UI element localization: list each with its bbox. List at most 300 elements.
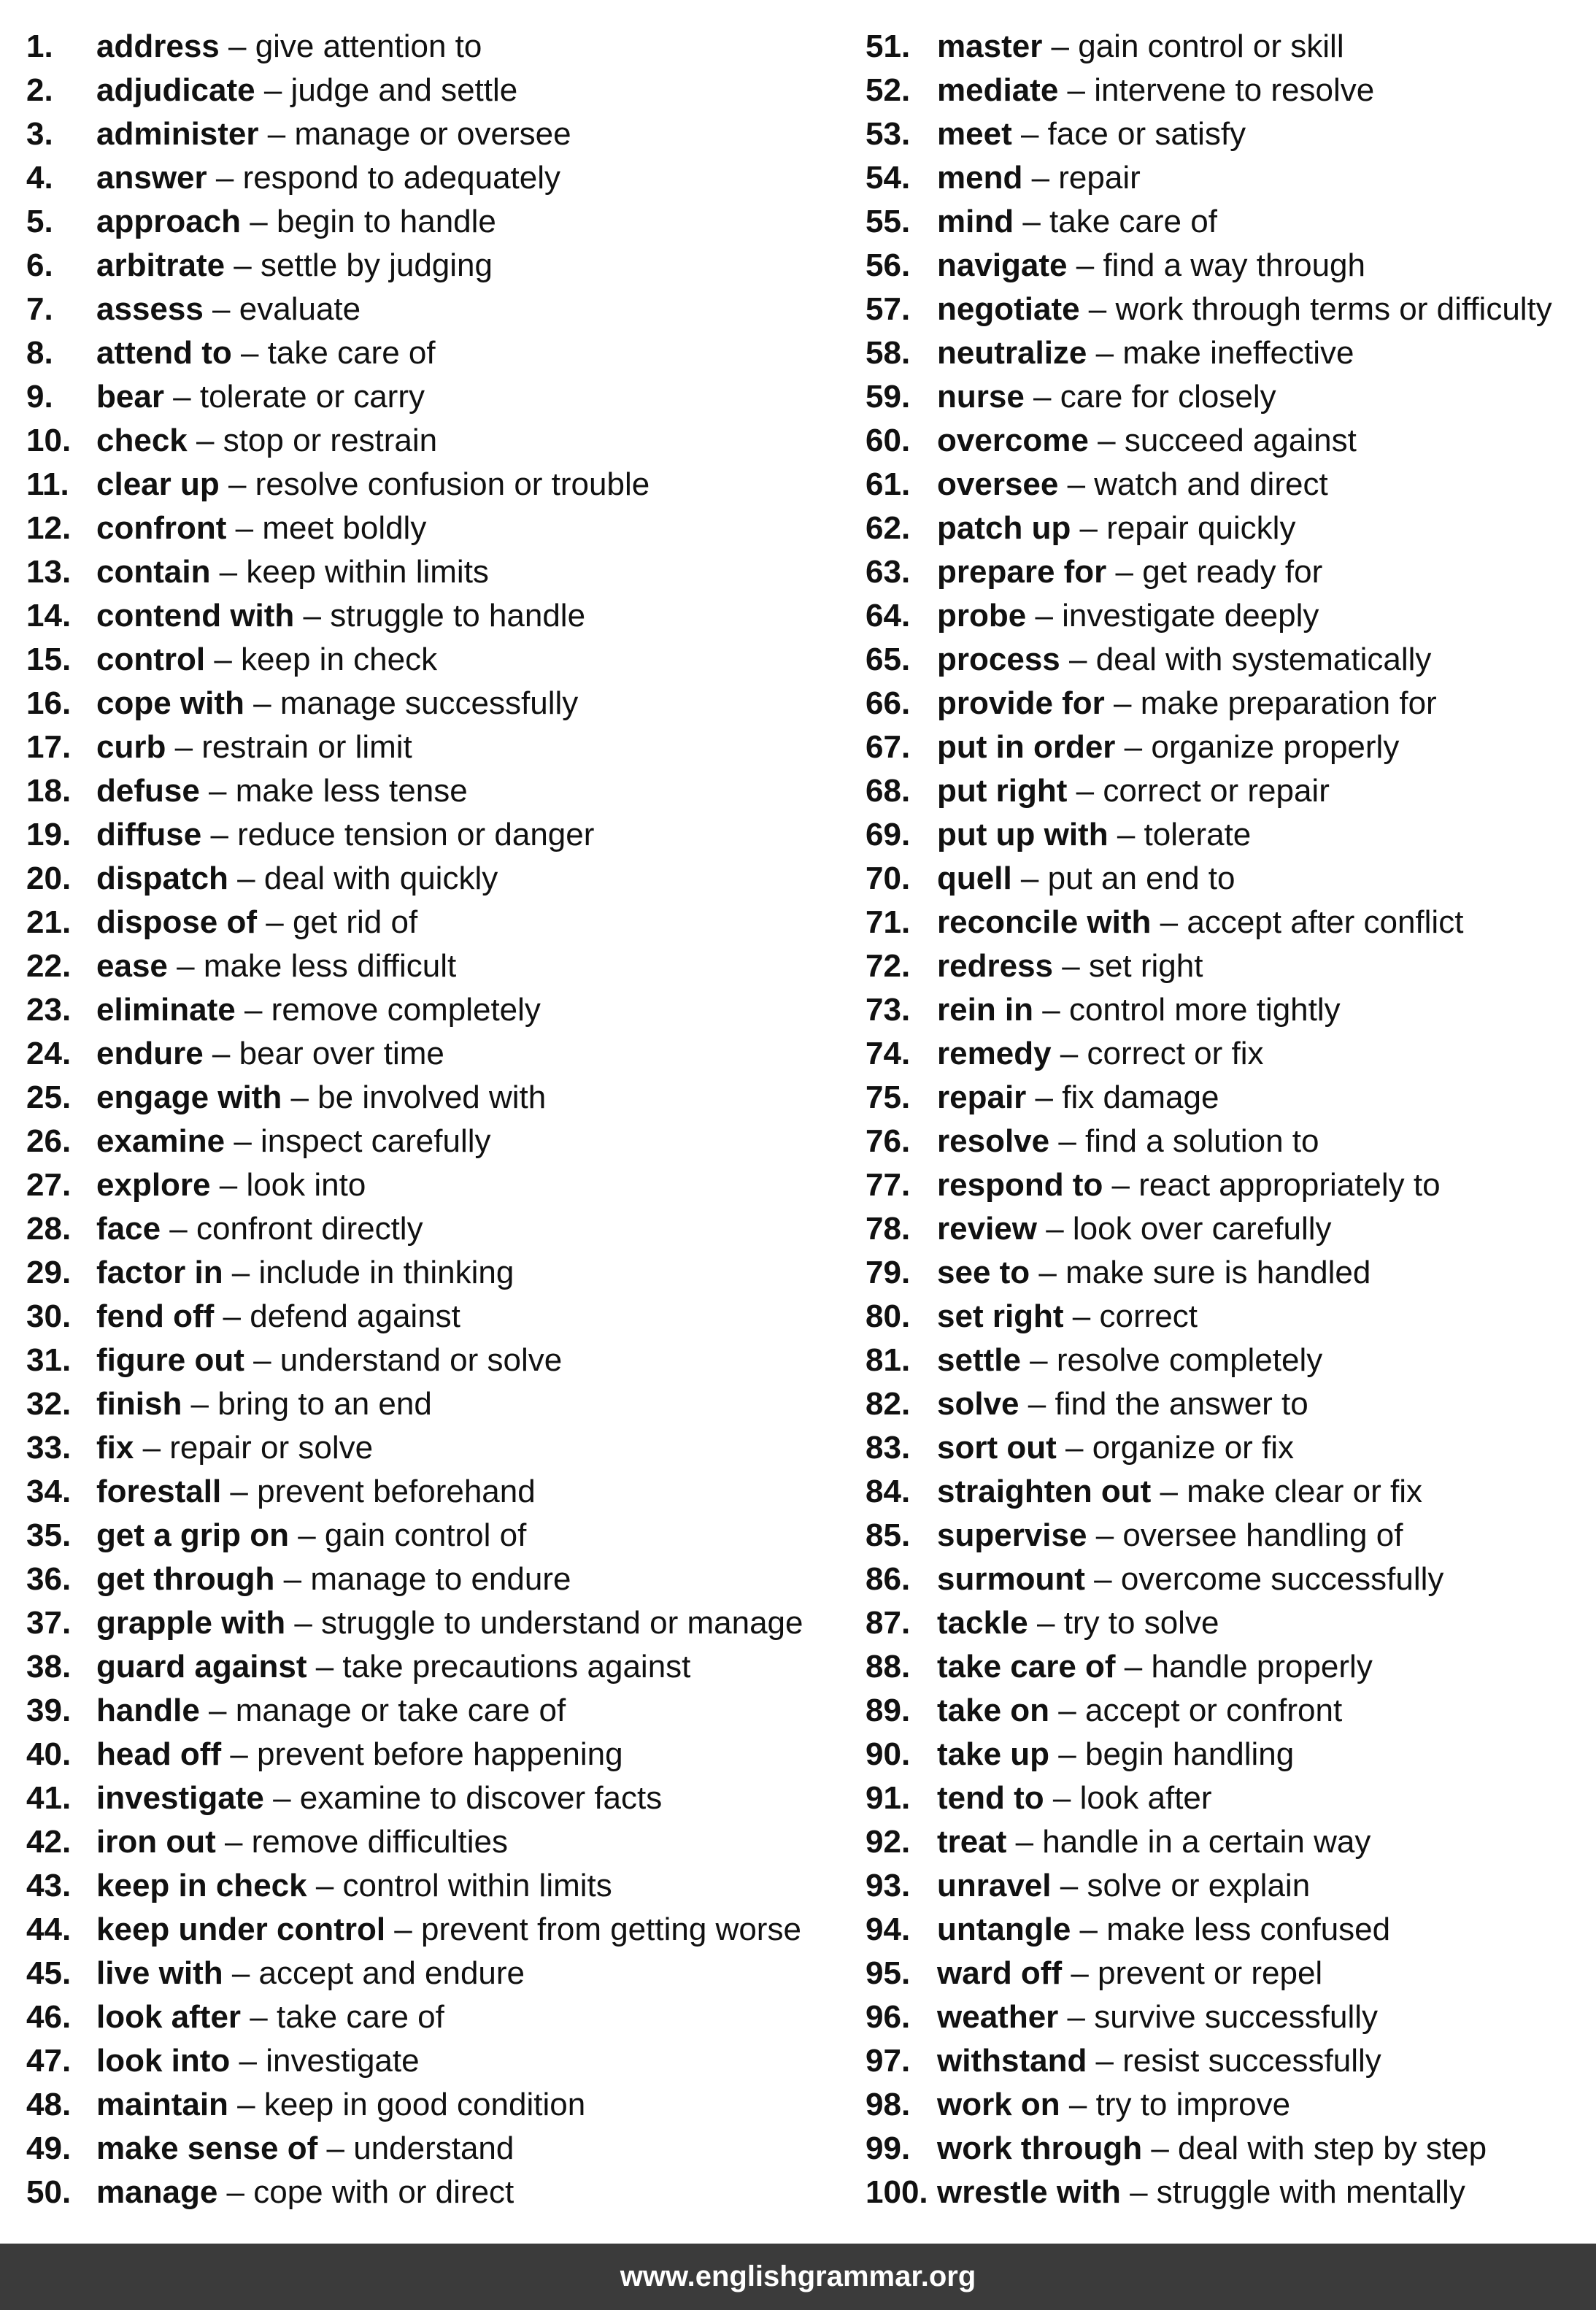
item-text bbox=[937, 244, 1365, 288]
item-separator: – bbox=[1079, 291, 1116, 327]
item-text bbox=[937, 1645, 1373, 1689]
item-text bbox=[937, 901, 1463, 944]
item-separator: – bbox=[1071, 1911, 1107, 1947]
item-number: 51. bbox=[866, 28, 911, 64]
item-number: 4. bbox=[26, 160, 53, 196]
item-number: 60. bbox=[866, 423, 911, 458]
item-separator: – bbox=[1026, 598, 1063, 634]
list-item bbox=[866, 1820, 1588, 1864]
item-separator: – bbox=[1142, 2130, 1179, 2166]
item-text bbox=[96, 156, 560, 200]
list-item bbox=[26, 988, 851, 1032]
item-number: 41. bbox=[26, 1780, 72, 1816]
item-number: 30. bbox=[26, 1298, 72, 1334]
item-definition: try to solve bbox=[1063, 1605, 1219, 1641]
item-term: handle bbox=[96, 1693, 200, 1728]
item-definition: prevent from getting worse bbox=[421, 1911, 801, 1947]
item-text bbox=[96, 288, 361, 331]
list-item bbox=[26, 2171, 851, 2214]
item-separator: – bbox=[317, 2130, 354, 2166]
item-text bbox=[96, 1032, 444, 1076]
item-definition: control more tightly bbox=[1068, 992, 1341, 1028]
item-definition: make ineffective bbox=[1122, 335, 1354, 371]
item-definition: deal with systematically bbox=[1095, 642, 1432, 677]
item-number: 18. bbox=[26, 773, 72, 809]
item-separator: – bbox=[307, 1649, 343, 1685]
list-item bbox=[866, 419, 1588, 463]
list-item bbox=[26, 1601, 851, 1645]
item-text bbox=[937, 857, 1235, 901]
item-definition: manage or oversee bbox=[294, 116, 571, 152]
item-text bbox=[937, 1514, 1403, 1558]
item-separator: – bbox=[1108, 817, 1144, 852]
item-definition: judge and settle bbox=[290, 72, 518, 108]
item-number: 2. bbox=[26, 72, 53, 108]
item-definition: reduce tension or danger bbox=[237, 817, 595, 852]
item-term: reconcile with bbox=[937, 904, 1152, 940]
item-text bbox=[96, 2083, 585, 2127]
item-separator: – bbox=[282, 1079, 318, 1115]
item-number: 80. bbox=[866, 1298, 911, 1334]
item-term: master bbox=[937, 28, 1043, 64]
item-number: 86. bbox=[866, 1561, 911, 1597]
item-text bbox=[937, 200, 1217, 244]
item-term: address bbox=[96, 28, 220, 64]
item-definition: take care of bbox=[1049, 204, 1217, 239]
item-term: forestall bbox=[96, 1474, 222, 1509]
item-separator: – bbox=[221, 1474, 258, 1509]
item-text bbox=[96, 463, 649, 507]
item-separator: – bbox=[228, 2087, 264, 2122]
item-term: quell bbox=[937, 861, 1012, 896]
item-number: 36. bbox=[26, 1561, 72, 1597]
item-separator: – bbox=[203, 1036, 239, 1071]
item-term: iron out bbox=[96, 1824, 216, 1860]
item-text bbox=[96, 1558, 571, 1601]
item-text bbox=[96, 1776, 662, 1820]
list-item bbox=[866, 69, 1588, 112]
item-definition: set right bbox=[1088, 948, 1203, 984]
item-separator: – bbox=[166, 729, 202, 765]
item-separator: – bbox=[1056, 1430, 1092, 1466]
item-number: 64. bbox=[866, 598, 911, 634]
item-text bbox=[937, 463, 1328, 507]
item-definition: find a solution to bbox=[1085, 1123, 1319, 1159]
item-term: factor in bbox=[96, 1255, 223, 1290]
item-definition: make less confused bbox=[1106, 1911, 1391, 1947]
item-definition: accept and endure bbox=[258, 1955, 525, 1991]
item-text bbox=[96, 1339, 562, 1382]
item-separator: – bbox=[161, 1211, 196, 1247]
item-definition: resolve confusion or trouble bbox=[255, 466, 650, 502]
item-number: 65. bbox=[866, 642, 911, 677]
item-definition: meet boldly bbox=[262, 510, 427, 546]
list-item bbox=[26, 1032, 851, 1076]
item-term: attend to bbox=[96, 335, 232, 371]
item-separator: – bbox=[1067, 247, 1103, 283]
item-definition: evaluate bbox=[239, 291, 361, 327]
item-term: prepare for bbox=[937, 554, 1107, 590]
item-number: 25. bbox=[26, 1079, 72, 1115]
item-separator: – bbox=[289, 1517, 325, 1553]
list-item bbox=[26, 1295, 851, 1339]
item-text bbox=[937, 2171, 1465, 2214]
list-item bbox=[26, 550, 851, 594]
list-item bbox=[26, 375, 851, 419]
list-item bbox=[26, 1776, 851, 1820]
item-separator: – bbox=[223, 1255, 259, 1290]
item-definition: oversee handling of bbox=[1122, 1517, 1403, 1553]
item-term: surmount bbox=[937, 1561, 1085, 1597]
item-definition: take precautions against bbox=[342, 1649, 691, 1685]
item-term: contend with bbox=[96, 598, 295, 634]
item-term: take on bbox=[937, 1693, 1050, 1728]
item-term: dispatch bbox=[96, 861, 228, 896]
item-separator: – bbox=[1049, 1736, 1085, 1772]
item-separator: – bbox=[1058, 1999, 1095, 2035]
item-text bbox=[96, 1995, 444, 2039]
list-item bbox=[26, 1645, 851, 1689]
item-separator: – bbox=[1058, 466, 1095, 502]
list-item bbox=[26, 1689, 851, 1733]
list-item bbox=[866, 463, 1588, 507]
item-text bbox=[96, 1908, 801, 1952]
list-item bbox=[866, 1076, 1588, 1120]
item-term: rein in bbox=[937, 992, 1034, 1028]
item-term: endure bbox=[96, 1036, 204, 1071]
item-number: 48. bbox=[26, 2087, 72, 2122]
item-text bbox=[96, 944, 456, 988]
item-definition: gain control or skill bbox=[1078, 28, 1344, 64]
item-definition: tolerate or carry bbox=[199, 379, 425, 415]
item-number: 11. bbox=[26, 466, 69, 502]
list-item bbox=[866, 1601, 1588, 1645]
item-term: engage with bbox=[96, 1079, 282, 1115]
item-term: sort out bbox=[937, 1430, 1057, 1466]
list-item bbox=[26, 1733, 851, 1776]
item-number: 67. bbox=[866, 729, 911, 765]
item-term: examine bbox=[96, 1123, 225, 1159]
item-separator: – bbox=[1103, 1167, 1139, 1203]
item-text bbox=[937, 2127, 1487, 2171]
item-separator: – bbox=[244, 1342, 280, 1378]
item-separator: – bbox=[217, 2174, 254, 2210]
item-text bbox=[937, 375, 1276, 419]
item-definition: make less tense bbox=[235, 773, 468, 809]
item-definition: examine to discover facts bbox=[299, 1780, 663, 1816]
item-definition: work through terms or difficulty bbox=[1115, 291, 1552, 327]
item-number: 68. bbox=[866, 773, 911, 809]
item-number: 89. bbox=[866, 1693, 911, 1728]
item-term: investigate bbox=[96, 1780, 264, 1816]
item-term: patch up bbox=[937, 510, 1071, 546]
item-term: adjudicate bbox=[96, 72, 255, 108]
item-term: nurse bbox=[937, 379, 1025, 415]
item-definition: get rid of bbox=[292, 904, 418, 940]
item-text bbox=[96, 200, 496, 244]
list-item bbox=[26, 1952, 851, 1995]
item-number: 17. bbox=[26, 729, 72, 765]
list-item bbox=[866, 1032, 1588, 1076]
list-item bbox=[26, 112, 851, 156]
item-number: 99. bbox=[866, 2130, 911, 2166]
item-definition: look over carefully bbox=[1072, 1211, 1332, 1247]
item-separator: – bbox=[1006, 1824, 1043, 1860]
item-definition: prevent or repel bbox=[1098, 1955, 1323, 1991]
item-term: unravel bbox=[937, 1868, 1052, 1903]
item-number: 16. bbox=[26, 685, 72, 721]
item-separator: – bbox=[1063, 1298, 1100, 1334]
item-term: defuse bbox=[96, 773, 200, 809]
item-separator: – bbox=[263, 1780, 300, 1816]
item-term: withstand bbox=[937, 2043, 1087, 2079]
item-number: 87. bbox=[866, 1605, 911, 1641]
item-number: 27. bbox=[26, 1167, 72, 1203]
item-definition: prevent beforehand bbox=[257, 1474, 536, 1509]
item-term: tackle bbox=[937, 1605, 1028, 1641]
item-number: 63. bbox=[866, 554, 911, 590]
item-separator: – bbox=[225, 1123, 261, 1159]
item-separator: – bbox=[203, 291, 239, 327]
item-text bbox=[937, 1820, 1371, 1864]
item-separator: – bbox=[210, 1167, 247, 1203]
list-item bbox=[26, 507, 851, 550]
item-separator: – bbox=[1058, 72, 1095, 108]
item-definition: handle in a certain way bbox=[1042, 1824, 1371, 1860]
item-text bbox=[937, 1995, 1378, 2039]
item-definition: defend against bbox=[250, 1298, 460, 1334]
list-item bbox=[26, 1207, 851, 1251]
list-item bbox=[866, 988, 1588, 1032]
item-text bbox=[96, 594, 585, 638]
item-term: weather bbox=[937, 1999, 1059, 2035]
item-number: 69. bbox=[866, 817, 911, 852]
list-item bbox=[26, 1864, 851, 1908]
item-number: 57. bbox=[866, 291, 911, 327]
item-separator: – bbox=[1011, 116, 1048, 152]
list-item bbox=[866, 1995, 1588, 2039]
item-number: 26. bbox=[26, 1123, 72, 1159]
item-separator: – bbox=[199, 773, 236, 809]
item-separator: – bbox=[219, 466, 255, 502]
item-separator: – bbox=[1049, 1123, 1086, 1159]
item-definition: control within limits bbox=[342, 1868, 612, 1903]
item-text bbox=[937, 288, 1552, 331]
list-item bbox=[866, 200, 1588, 244]
item-number: 59. bbox=[866, 379, 911, 415]
item-number: 94. bbox=[866, 1911, 911, 1947]
item-separator: – bbox=[1115, 1649, 1152, 1685]
item-text bbox=[96, 901, 417, 944]
item-separator: – bbox=[1022, 160, 1059, 196]
item-separator: – bbox=[207, 160, 243, 196]
item-number: 81. bbox=[866, 1342, 911, 1378]
item-separator: – bbox=[241, 1999, 277, 2035]
item-term: fend off bbox=[96, 1298, 215, 1334]
item-definition: watch and direct bbox=[1094, 466, 1328, 502]
item-definition: tolerate bbox=[1144, 817, 1252, 852]
item-text bbox=[96, 638, 437, 682]
item-text bbox=[937, 1251, 1371, 1295]
list-item bbox=[26, 2083, 851, 2127]
item-separator: – bbox=[257, 904, 293, 940]
item-number: 1. bbox=[26, 28, 53, 64]
item-number: 82. bbox=[866, 1386, 911, 1422]
list-item bbox=[26, 1163, 851, 1207]
item-text bbox=[96, 1601, 803, 1645]
item-term: eliminate bbox=[96, 992, 236, 1028]
item-number: 7. bbox=[26, 291, 53, 327]
list-item bbox=[866, 1251, 1588, 1295]
item-number: 31. bbox=[26, 1342, 72, 1378]
item-number: 5. bbox=[26, 204, 53, 239]
item-text bbox=[96, 1689, 566, 1733]
item-term: respond to bbox=[937, 1167, 1103, 1203]
list-item bbox=[866, 638, 1588, 682]
list-item bbox=[866, 1163, 1588, 1207]
item-term: grapple with bbox=[96, 1605, 286, 1641]
list-item bbox=[26, 1339, 851, 1382]
list-item bbox=[26, 2039, 851, 2083]
item-definition: deal with step by step bbox=[1178, 2130, 1487, 2166]
item-number: 21. bbox=[26, 904, 72, 940]
list-item bbox=[866, 2083, 1588, 2127]
item-number: 85. bbox=[866, 1517, 911, 1553]
item-term: set right bbox=[937, 1298, 1064, 1334]
item-separator: – bbox=[1060, 642, 1096, 677]
left-column bbox=[26, 25, 851, 2214]
item-text bbox=[96, 507, 426, 550]
item-term: treat bbox=[937, 1824, 1007, 1860]
item-number: 61. bbox=[866, 466, 911, 502]
item-definition: respond to adequately bbox=[242, 160, 561, 196]
item-term: get through bbox=[96, 1561, 275, 1597]
item-separator: – bbox=[1071, 510, 1107, 546]
item-number: 23. bbox=[26, 992, 72, 1028]
item-separator: – bbox=[1088, 423, 1125, 458]
item-term: look after bbox=[96, 1999, 242, 2035]
item-number: 55. bbox=[866, 204, 911, 239]
item-separator: – bbox=[1067, 773, 1103, 809]
list-item bbox=[26, 156, 851, 200]
item-definition: organize properly bbox=[1151, 729, 1400, 765]
item-definition: intervene to resolve bbox=[1094, 72, 1375, 108]
item-text bbox=[96, 375, 425, 419]
item-number: 74. bbox=[866, 1036, 911, 1071]
item-number: 84. bbox=[866, 1474, 911, 1509]
item-term: contain bbox=[96, 554, 211, 590]
item-definition: manage to endure bbox=[310, 1561, 571, 1597]
item-text bbox=[96, 1207, 423, 1251]
item-number: 39. bbox=[26, 1693, 72, 1728]
item-separator: – bbox=[1115, 729, 1152, 765]
item-text bbox=[937, 682, 1437, 725]
item-separator: – bbox=[1011, 861, 1048, 896]
list-item bbox=[866, 1514, 1588, 1558]
item-number: 58. bbox=[866, 335, 911, 371]
item-number: 43. bbox=[26, 1868, 72, 1903]
list-item bbox=[866, 1733, 1588, 1776]
item-term: live with bbox=[96, 1955, 223, 1991]
list-item bbox=[26, 1558, 851, 1601]
item-definition: keep within limits bbox=[246, 554, 489, 590]
item-separator: – bbox=[1051, 1036, 1087, 1071]
item-text bbox=[96, 2127, 514, 2171]
item-term: untangle bbox=[937, 1911, 1071, 1947]
item-definition: take care of bbox=[267, 335, 436, 371]
list-item bbox=[26, 1251, 851, 1295]
item-definition: remove completely bbox=[271, 992, 541, 1028]
item-separator: – bbox=[1104, 685, 1141, 721]
item-number: 83. bbox=[866, 1430, 911, 1466]
item-separator: – bbox=[1087, 2043, 1123, 2079]
item-separator: – bbox=[285, 1605, 322, 1641]
item-number: 40. bbox=[26, 1736, 72, 1772]
item-number: 73. bbox=[866, 992, 911, 1028]
item-text bbox=[96, 112, 571, 156]
item-text bbox=[96, 813, 594, 857]
item-number: 28. bbox=[26, 1211, 72, 1247]
item-separator: – bbox=[226, 510, 263, 546]
item-number: 24. bbox=[26, 1036, 72, 1071]
list-item bbox=[26, 1426, 851, 1470]
item-text bbox=[937, 1032, 1264, 1076]
item-term: look into bbox=[96, 2043, 231, 2079]
list-item bbox=[866, 2127, 1588, 2171]
item-definition: struggle to understand or manage bbox=[321, 1605, 803, 1641]
item-number: 78. bbox=[866, 1211, 911, 1247]
item-separator: – bbox=[199, 1693, 236, 1728]
item-separator: – bbox=[274, 1561, 311, 1597]
list-item bbox=[866, 25, 1588, 69]
item-separator: – bbox=[1106, 554, 1143, 590]
list-item bbox=[866, 288, 1588, 331]
item-definition: investigate bbox=[266, 2043, 420, 2079]
item-definition: look after bbox=[1079, 1780, 1212, 1816]
item-separator: – bbox=[219, 28, 255, 64]
item-separator: – bbox=[1042, 28, 1079, 64]
item-separator: – bbox=[1033, 992, 1069, 1028]
item-separator: – bbox=[1087, 335, 1123, 371]
item-text bbox=[937, 69, 1374, 112]
item-separator: – bbox=[1024, 379, 1060, 415]
list-item bbox=[26, 419, 851, 463]
item-term: explore bbox=[96, 1167, 211, 1203]
item-term: approach bbox=[96, 204, 242, 239]
item-definition: repair bbox=[1058, 160, 1141, 196]
item-text bbox=[937, 1689, 1342, 1733]
item-text bbox=[96, 1251, 514, 1295]
item-separator: – bbox=[1151, 904, 1187, 940]
list-item bbox=[866, 112, 1588, 156]
item-separator: – bbox=[1014, 204, 1050, 239]
item-separator: – bbox=[1060, 2087, 1096, 2122]
item-separator: – bbox=[1120, 2174, 1157, 2210]
item-separator: – bbox=[163, 379, 200, 415]
item-term: remedy bbox=[937, 1036, 1052, 1071]
item-separator: – bbox=[201, 817, 238, 852]
item-number: 75. bbox=[866, 1079, 911, 1115]
item-number: 45. bbox=[26, 1955, 72, 1991]
list-item bbox=[26, 463, 851, 507]
list-item bbox=[866, 1645, 1588, 1689]
list-item bbox=[866, 1470, 1588, 1514]
item-term: put right bbox=[937, 773, 1068, 809]
item-separator: – bbox=[205, 642, 242, 677]
item-definition: keep in good condition bbox=[263, 2087, 586, 2122]
item-definition: react appropriately to bbox=[1138, 1167, 1441, 1203]
item-number: 38. bbox=[26, 1649, 72, 1685]
